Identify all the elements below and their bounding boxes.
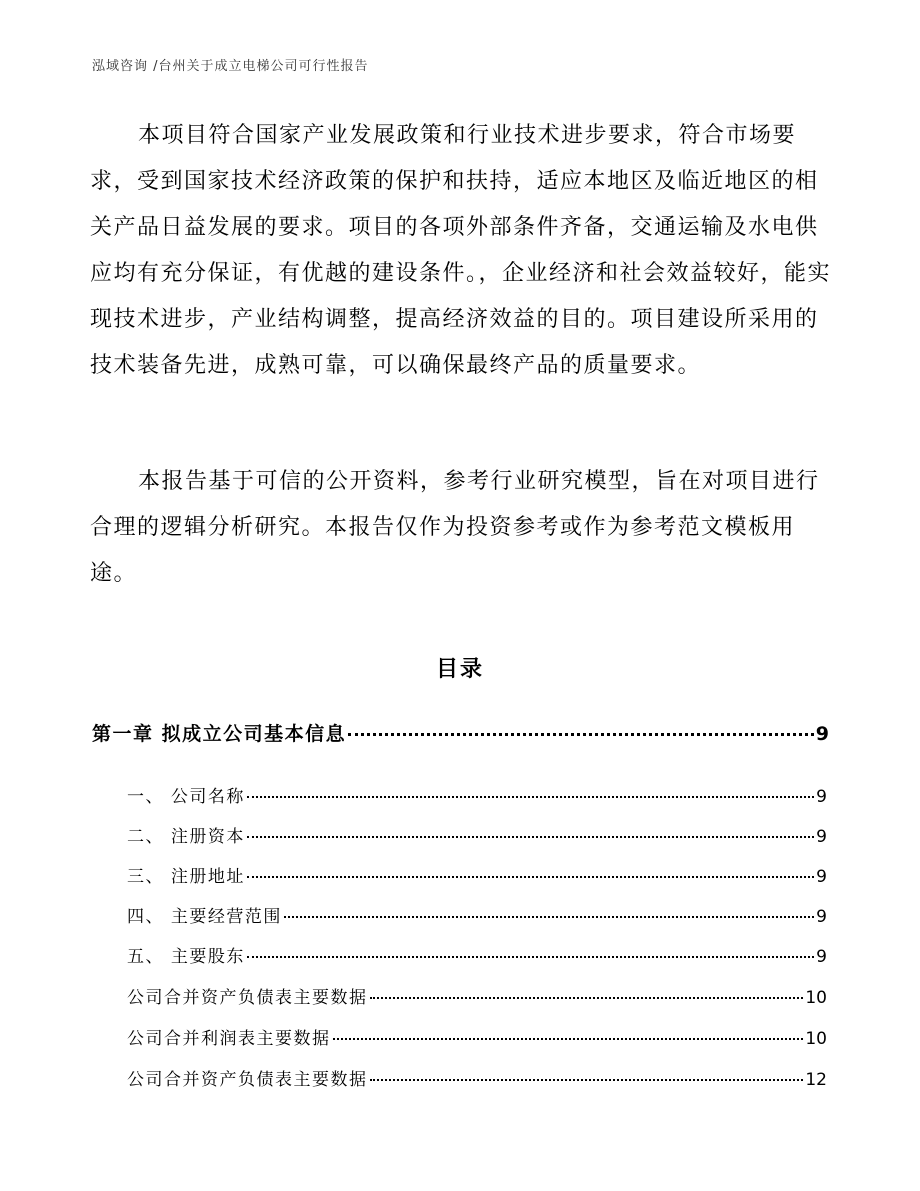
toc-leader-dots: [333, 1038, 804, 1040]
toc-chapter-page: 9: [815, 723, 829, 745]
toc-leader-dots: [247, 876, 814, 878]
toc-entry-page: 10: [805, 988, 827, 1008]
toc-entry[interactable]: [127, 1065, 827, 1090]
toc-entry[interactable]: [127, 983, 827, 1008]
page-header: 泓域咨询 /台州关于成立电梯公司可行性报告: [92, 59, 369, 74]
toc-entry-label: 公司合并利润表主要数据: [127, 1029, 331, 1049]
toc-entry-page: 10: [805, 1029, 827, 1049]
toc-leader-dots: [370, 1079, 804, 1081]
toc-entry[interactable]: [127, 782, 827, 807]
toc-entry-page: 9: [816, 827, 827, 847]
toc-entry-page: 9: [816, 947, 827, 967]
toc-chapter-1[interactable]: [92, 719, 829, 746]
toc-entry-page: 9: [816, 907, 827, 927]
toc-title: 目录: [435, 657, 484, 682]
disclaimer-paragraph: 本报告基于可信的公开资料，参考行业研究模型，旨在对项目进行合理的逻辑分析研究。本报告仅作为投资参考或作为参考范文模板用途。: [90, 469, 820, 586]
toc-leader-dots: [370, 997, 804, 999]
toc-entry-label: 二、 注册资本: [127, 827, 245, 847]
intro-paragraph: 本项目符合国家产业发展政策和行业技术进步要求，符合市场要求，受到国家技术经济政策的保护和扶持，适应本地区及临近地区的相关产品日益发展的要求。项目的各项外部条件齐备，交通运输及水电供应均有充分保证，有优越的建设条件。，企业经济和社会效益较好，能实现技术进步，产业结构调整，提高经济效益的目的。项目建设所采用的技术装备先进，成熟可靠，可以确保最终产品的质量要求。: [90, 123, 832, 378]
toc-entry-label: 公司合并资产负债表主要数据: [127, 988, 368, 1008]
toc-entry-page: 9: [816, 787, 827, 807]
toc-entry-label: 公司合并资产负债表主要数据: [127, 1070, 368, 1090]
toc-entry[interactable]: [127, 822, 827, 847]
toc-entry-page: 12: [805, 1070, 827, 1090]
toc-entry[interactable]: [127, 902, 827, 927]
toc-entry[interactable]: [127, 862, 827, 887]
toc-entry-label: 三、 注册地址: [127, 867, 245, 887]
toc-leader-dots: [247, 796, 814, 798]
toc-entry-label: 一、 公司名称: [127, 787, 245, 807]
toc-leader-dots: [247, 956, 814, 958]
toc-leader-dots: [348, 733, 814, 736]
toc-entry[interactable]: [127, 1024, 827, 1049]
toc-entry[interactable]: [127, 942, 827, 967]
toc-entry-page: 9: [816, 867, 827, 887]
toc-chapter-label: 第一章 拟成立公司基本信息: [92, 723, 347, 745]
toc-entry-label: 四、 主要经营范围: [127, 907, 282, 927]
toc-leader-dots: [284, 916, 814, 918]
toc-entry-label: 五、 主要股东: [127, 947, 245, 967]
toc-leader-dots: [247, 836, 814, 838]
